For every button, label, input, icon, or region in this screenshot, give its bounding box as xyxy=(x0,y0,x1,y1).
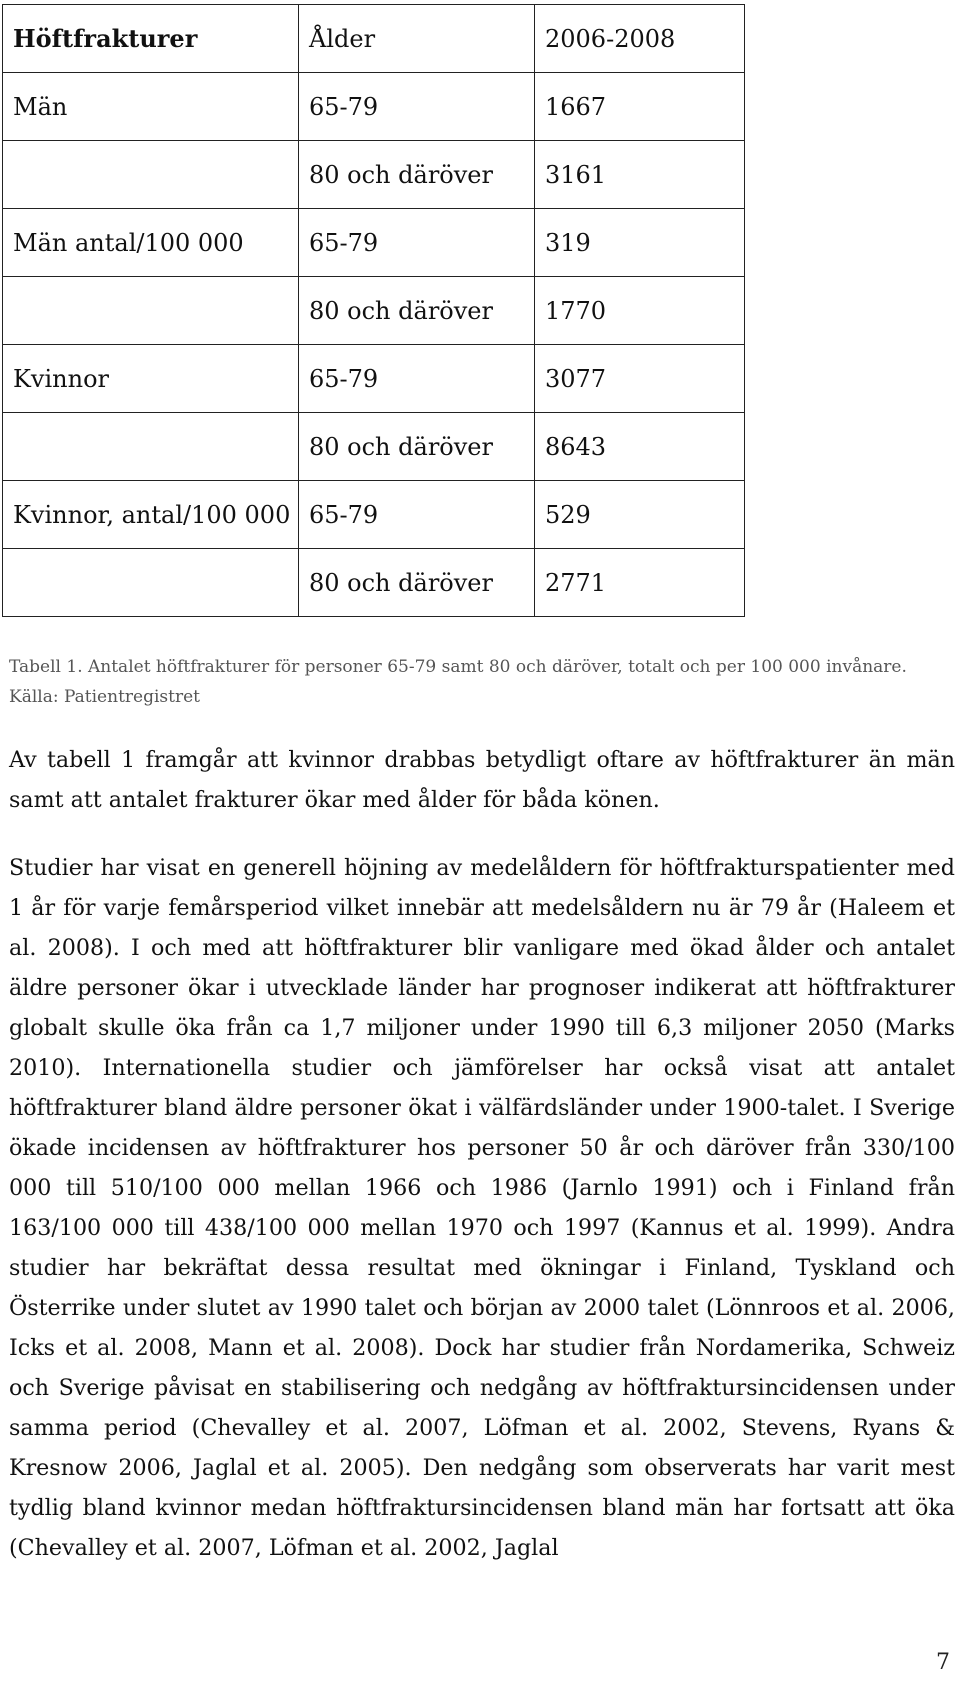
table-cell-category xyxy=(3,549,299,617)
table-cell-age: 80 och däröver xyxy=(299,413,535,481)
table-cell-age: 80 och däröver xyxy=(299,549,535,617)
table-caption: Tabell 1. Antalet höftfrakturer för personer 65-79 samt 80 och däröver, totalt och per 100 000 invånare. Källa: Patientregistret xyxy=(9,657,907,707)
table-cell-category xyxy=(3,277,299,345)
table-cell-category: Kvinnor xyxy=(3,345,299,413)
table-cell-age: 80 och däröver xyxy=(299,141,535,209)
header-cell-age: Ålder xyxy=(299,5,535,73)
table-row xyxy=(3,209,745,277)
table-cell-age: 65-79 xyxy=(299,209,535,277)
table-row xyxy=(3,481,745,549)
table-cell-value: 8643 xyxy=(535,413,745,481)
page-number: 7 xyxy=(936,1650,950,1675)
table-header-row xyxy=(3,5,745,73)
table-cell-value: 2771 xyxy=(535,549,745,617)
table-cell-value: 1770 xyxy=(535,277,745,345)
table-row xyxy=(3,549,745,617)
table-cell-age: 65-79 xyxy=(299,345,535,413)
table-row xyxy=(3,73,745,141)
table-cell-value: 3077 xyxy=(535,345,745,413)
table-cell-value: 319 xyxy=(535,209,745,277)
table-cell-value: 1667 xyxy=(535,73,745,141)
table-cell-category xyxy=(3,141,299,209)
table-cell-age: 65-79 xyxy=(299,481,535,549)
header-cell-period: 2006-2008 xyxy=(535,5,745,73)
table-cell-category: Kvinnor, antal/100 000 xyxy=(3,481,299,549)
header-cell-category: Höftfrakturer xyxy=(3,5,299,73)
table-row xyxy=(3,141,745,209)
table-cell-value: 529 xyxy=(535,481,745,549)
table-cell-age: 80 och däröver xyxy=(299,277,535,345)
table-cell-value: 3161 xyxy=(535,141,745,209)
hip-fracture-table xyxy=(2,4,745,617)
table-row xyxy=(3,345,745,413)
table-cell-age: 65-79 xyxy=(299,73,535,141)
table-row xyxy=(3,277,745,345)
body-paragraph-2: Studier har visat en generell höjning av medelåldern för höftfrakturspatienter med 1 år för varje femårsperiod vilket innebär att medelsåldern nu är 79 år (Haleem et al. 2008). I och med att höftfrakturer blir vanligare med ökad ålder och antalet äldre personer ökar i utvecklade länder har prognoser indikerat att höftfrakturer globalt skulle öka från ca 1,7 miljoner under 1990 till 6,3 miljoner 2050 (Marks 2010). Internationella studier och jämförelser har också visat att antalet höftfrakturer bland äldre personer ökat i välfärdsländer under 1900-talet. I Sverige ökade incidensen av höftfrakturer hos personer 50 år och däröver från 330/100 000 till 510/100 000 mellan 1966 och 1986 (Jarnlo 1991) och i Finland från 163/100 000 till 438/100 000 mellan 1970 och 1997 (Kannus et al. 1999). Andra studier har bekräftat dessa resultat med ökningar i Finland, Tyskland och Österrike under slutet av 1990 talet och början av 2000 talet (Lönnroos et al. 2006, Icks et al. 2008, Mann et al. 2008). Dock har studier från Nordamerika, Schweiz och Sverige påvisat en stabilisering och nedgång av höftfraktursincidensen under samma period (Chevalley et al. 2007, Löfman et al. 2002, Stevens, Ryans & Kresnow 2006, Jaglal et al. 2005). Den nedgång som observerats har varit mest tydlig bland kvinnor medan höftfraktursincidensen bland män har fortsatt att öka (Chevalley et al. 2007, Löfman et al. 2002, Jaglal xyxy=(9,855,955,1561)
table-cell-category xyxy=(3,413,299,481)
table-row xyxy=(3,413,745,481)
table-cell-category: Män antal/100 000 xyxy=(3,209,299,277)
table-cell-category: Män xyxy=(3,73,299,141)
body-paragraph-1: Av tabell 1 framgår att kvinnor drabbas betydligt oftare av höftfrakturer än män samt att antalet frakturer ökar med ålder för båda könen. xyxy=(9,747,955,813)
